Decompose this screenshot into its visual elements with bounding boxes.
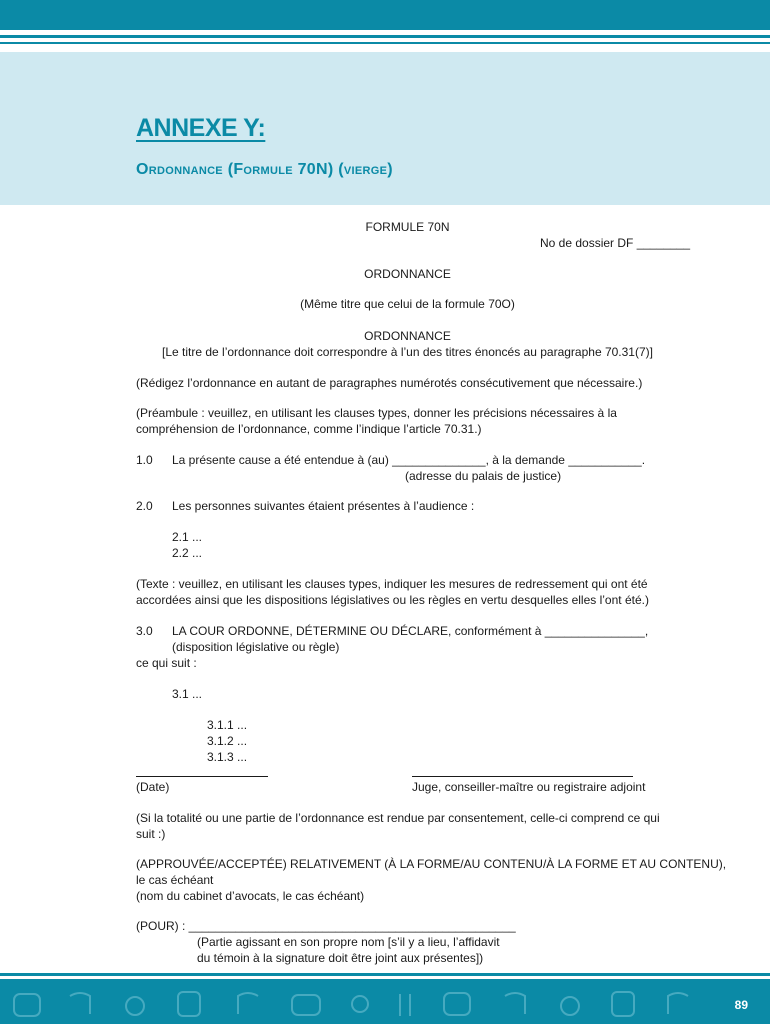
date-label: (Date) xyxy=(136,780,170,794)
paragraph-1-subnote: (adresse du palais de justice) xyxy=(405,469,562,483)
paragraph-1-number: 1.0 xyxy=(136,453,153,467)
consent-note-line1: (Si la totalité ou une partie de l’ordonnance est rendue par consentement, celle-ci comprend ce qui xyxy=(136,811,660,825)
approved-line3: (nom du cabinet d’avocats, le cas échéant) xyxy=(136,889,365,903)
approved-line1: (APPROUVÉE/ACCEPTÉE) RELATIVEMENT (À LA FORME/AU CONTENU/À LA FORME ET AU CONTENU), xyxy=(136,857,727,871)
paragraph-1-text: La présente cause a été entendue à (au) ______________, à la demande ___________. xyxy=(172,453,646,467)
paragraph-3-1-item: 3.1.3 ... xyxy=(207,750,248,764)
text-note-line1: (Texte : veuillez, en utilisant les clauses types, indiquer les mesures de redressement qui ont été xyxy=(136,577,648,591)
date-signature-line xyxy=(136,776,268,777)
pour-label: (POUR) : _________________________________________________ xyxy=(136,919,516,933)
bottom-decorative-bar xyxy=(0,970,770,1024)
paragraph-3-subnote: (disposition législative ou règle) xyxy=(172,640,340,654)
paragraph-2-item: 2.2 ... xyxy=(172,546,203,560)
paragraph-3-number: 3.0 xyxy=(136,624,153,638)
annex-title: ANNEXE Y: xyxy=(136,114,266,142)
form-label: FORMULE 70N xyxy=(365,220,450,234)
paragraph-2-item: 2.1 ... xyxy=(172,530,203,544)
paragraph-2-text: Les personnes suivantes étaient présentes à l’audience : xyxy=(172,499,475,513)
approved-line2: le cas échéant xyxy=(136,873,214,887)
judge-label: Juge, conseiller-maître ou registraire adjoint xyxy=(412,780,646,794)
dossier-number-field: No de dossier DF ________ xyxy=(540,236,691,250)
order-title-2: ORDONNANCE xyxy=(364,329,451,343)
decorative-pattern xyxy=(0,986,770,1024)
paragraph-3-follow: ce qui suit : xyxy=(136,656,197,670)
annex-subtitle: Ordonnance (Formule 70N) (vierge) xyxy=(136,161,393,178)
pour-note-line1: (Partie agissant en son propre nom [s’il y a lieu, l’affidavit xyxy=(197,935,500,949)
paragraph-3-1-item: 3.1.1 ... xyxy=(207,718,248,732)
paragraph-3-1: 3.1 ... xyxy=(172,687,203,701)
judge-signature-line xyxy=(412,776,633,777)
same-title-note: (Même titre que celui de la formule 70O) xyxy=(300,297,515,311)
paragraph-2-number: 2.0 xyxy=(136,499,153,513)
order-title: ORDONNANCE xyxy=(364,267,451,281)
preamble-instruction-line1: (Préambule : veuillez, en utilisant les clauses types, donner les précisions nécessaires à la xyxy=(136,406,617,420)
paragraph-instruction: (Rédigez l’ordonnance en autant de paragraphes numérotés consécutivement que nécessaire.) xyxy=(136,376,643,390)
top-decorative-bar xyxy=(0,0,770,30)
top-decorative-stripes xyxy=(0,30,770,52)
pour-note-line2: du témoin à la signature doit être joint aux présentes]) xyxy=(197,951,484,965)
preamble-instruction-line2: compréhension de l’ordonnance, comme l’indique l’article 70.31.) xyxy=(136,422,482,436)
header-band xyxy=(0,52,770,205)
title-instruction: [Le titre de l’ordonnance doit correspondre à l’un des titres énoncés au paragraphe 70.31(7)] xyxy=(162,345,653,359)
page-number: 89 xyxy=(734,998,748,1012)
consent-note-line2: suit :) xyxy=(136,827,166,841)
paragraph-3-text: LA COUR ORDONNE, DÉTERMINE OU DÉCLARE, conformément à _______________, xyxy=(172,624,649,638)
text-note-line2: accordées ainsi que les dispositions législatives ou les règles en vertu desquelles elles l’ont été.) xyxy=(136,593,649,607)
paragraph-3-1-item: 3.1.2 ... xyxy=(207,734,248,748)
